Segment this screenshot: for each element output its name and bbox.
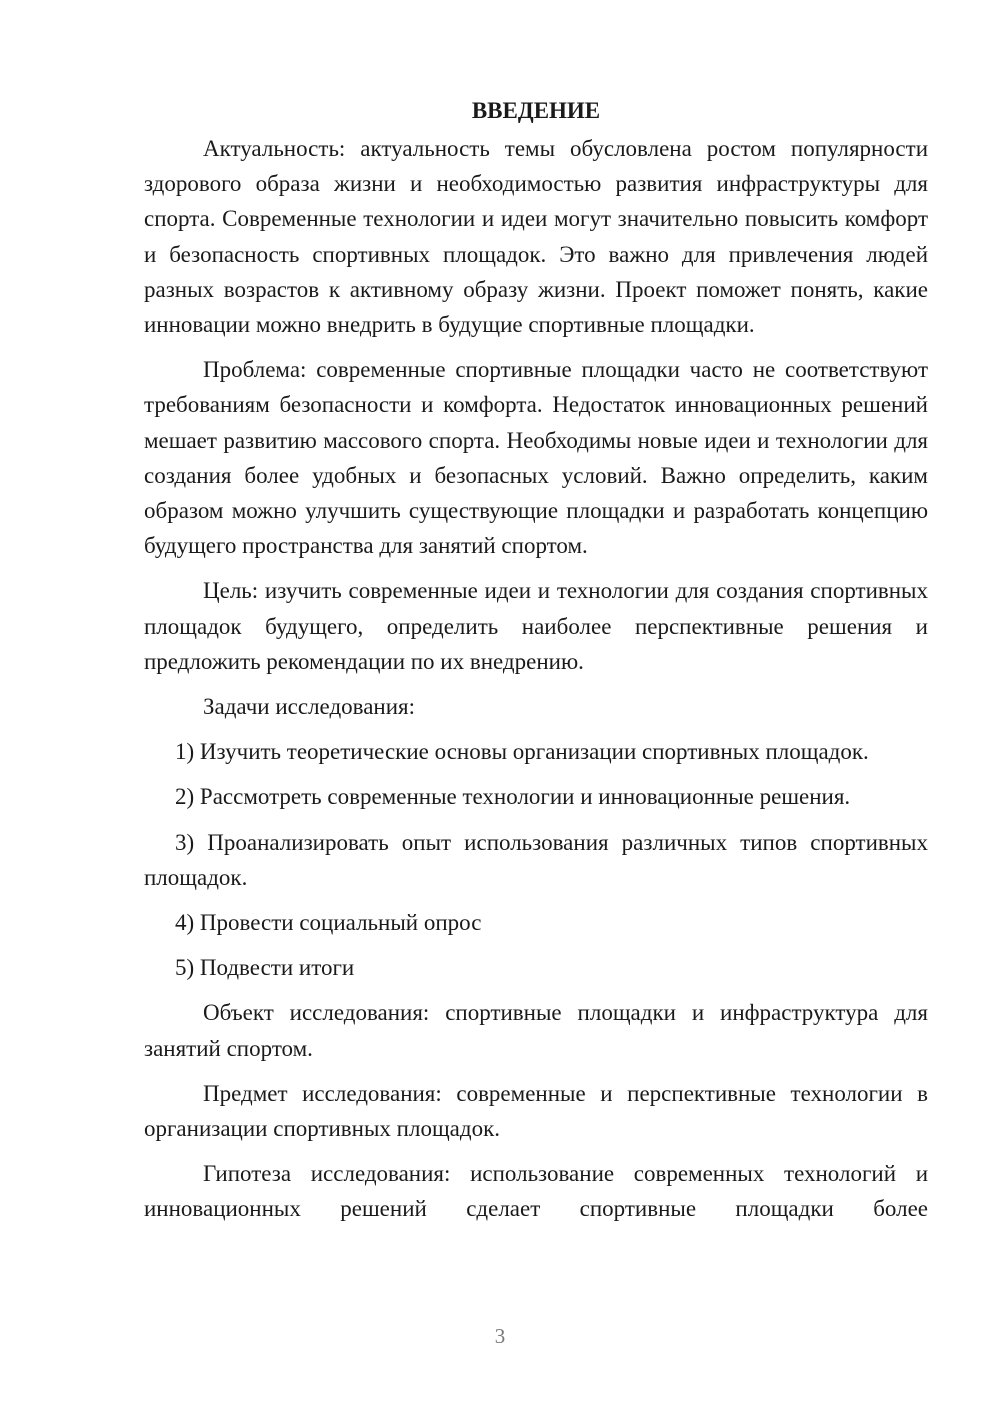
paragraph-problem: Проблема: современные спортивные площадки часто не соответствуют требованиям безопасности и комфорта. Недостаток инновационных решений мешает развитию массового спорта. Необходимы новые идеи и технологии для создания более удобных и безопасных условий. Важно определить, каким образом можно улучшить существующие площадки и разработать концепцию будущего пространства для занятий спортом.	[144, 357, 928, 559]
paragraph-goal: Цель: изучить современные идеи и технологии для создания спортивных площадок будущего, определить наиболее перспективные решения и предложить рекомендации по их внедрению.	[144, 578, 928, 674]
page-content	[144, 93, 928, 1237]
paragraph-relevance: Актуальность: актуальность темы обусловлена ростом популярности здорового образа жизни и необходимостью развития инфраструктуры для спорта. Современные технологии и идеи могут значительно повысить комфорт и безопасность спортивных площадок. Это важно для привлечения людей разных возрастов к активному образу жизни. Проект поможет понять, какие инновации можно внедрить в будущие спортивные площадки.	[144, 136, 928, 338]
paragraph-object: Объект исследования: спортивные площадки и инфраструктура для занятий спортом.	[144, 1000, 928, 1061]
task-item: 2) Рассмотреть современные технологии и инновационные решения.	[175, 784, 851, 810]
tasks-heading: Задачи исследования:	[203, 694, 416, 720]
page-title: ВВЕДЕНИЕ	[471, 98, 601, 123]
task-item: 5) Подвести итоги	[175, 955, 355, 981]
paragraph-hypothesis: Гипотеза исследования: использование современных технологий и инновационных решений сделает спортивные площадки более	[144, 1161, 928, 1222]
paragraph-subject: Предмет исследования: современные и перспективные технологии в организации спортивных площадок.	[144, 1080, 928, 1142]
task-item: 3) Проанализировать опыт использования различных типов спортивных площадок.	[144, 829, 928, 890]
task-item: 1) Изучить теоретические основы организации спортивных площадок.	[175, 739, 869, 765]
page-number: 3	[494, 1324, 506, 1348]
task-item: 4) Провести социальный опрос	[175, 910, 482, 936]
